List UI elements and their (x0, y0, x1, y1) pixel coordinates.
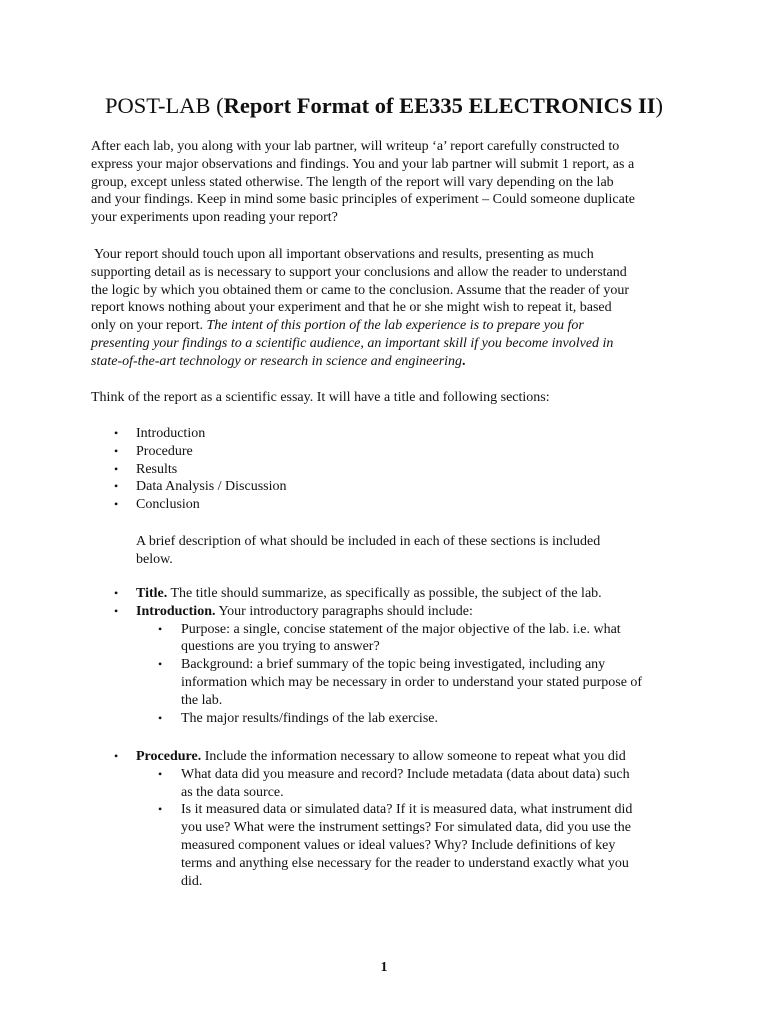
item-label: Introduction. (136, 603, 216, 619)
text-line: report knows nothing about your experiment and that he or she might wish to repeat it, based (91, 300, 612, 316)
details-list-top (91, 585, 711, 727)
text-line: express your major observations and findings. You and your lab partner will submit 1 report, as a (91, 156, 635, 172)
title-suffix: ) (655, 93, 663, 118)
title-bold: Report Format of EE335 ELECTRONICS II (223, 93, 656, 118)
text-line: your experiments upon reading your report? (91, 210, 338, 226)
text-line: supporting detail as is necessary to support your conclusions and allow the reader to understand (91, 264, 627, 280)
text-line: questions are you trying to answer? (181, 639, 380, 655)
text-line: Your report should touch upon all important observations and results, presenting as much (91, 247, 594, 262)
text-italic: state-of-the-art technology or research in science and engineering (91, 353, 463, 369)
text-line: and your findings. Keep in mind some basic principles of experiment – Could someone duplicate (91, 192, 635, 208)
text-line (91, 317, 691, 335)
text-line (91, 335, 691, 353)
text-line: you use? What were the instrument settings? For simulated data, did you use the (181, 820, 631, 836)
text-line: group, except unless stated otherwise. The length of the report will vary depending on the lab (91, 174, 614, 190)
item-text: Include the information necessary to allow someone to repeat what you did (201, 749, 626, 764)
page-title (0, 92, 768, 120)
text-line: the lab. (181, 692, 223, 708)
list-item-introduction (91, 603, 711, 728)
page-number: 1 (380, 960, 388, 975)
sub-list-item (136, 656, 711, 709)
text-line: the logic by which you obtained them or came to the conclusion. Assume that the reader of your (91, 282, 630, 298)
text-line: below. (136, 551, 173, 567)
text-line: After each lab, you along with your lab partner, will writeup ‘a’ report carefully constructed to (91, 139, 620, 154)
item-text: Your introductory paragraphs should include: (215, 603, 473, 619)
sections-list (91, 425, 691, 514)
text-line: as the data source. (181, 784, 284, 800)
text-line: did. (181, 873, 203, 889)
list-item-procedure (91, 748, 711, 890)
list-item: • Conclusion (91, 496, 691, 514)
text-line (91, 353, 691, 371)
report-guidance-paragraph (91, 246, 691, 371)
text-line: terms and anything else necessary for the reader to understand exactly what you (181, 855, 629, 871)
intro-paragraph (91, 138, 691, 227)
procedure-sublist (136, 766, 711, 891)
text-line: • Purpose: a single, concise statement of the major objective of the lab. i.e. what (181, 621, 621, 637)
item-label: Title. (136, 586, 168, 601)
list-item: • Procedure (91, 443, 691, 461)
brief-description (136, 533, 676, 569)
list-item: • Data Analysis / Discussion (91, 478, 691, 496)
details-list-procedure (91, 748, 711, 890)
text-line: measured component values or ideal values? Why? Include definitions of key (181, 837, 616, 853)
list-item: • Introduction (91, 425, 691, 443)
list-item: • Results (91, 461, 691, 479)
text-italic: presenting your findings to a scientific audience, an important skill if you become involved in (91, 335, 614, 351)
text-line: • What data did you measure and record? Include metadata (data about data) such (181, 766, 630, 782)
item-text: The title should summarize, as specifically as possible, the subject of the lab. (167, 586, 602, 601)
sub-list-item (136, 710, 711, 728)
title-prefix: POST-LAB ( (105, 93, 224, 118)
text-line: • Is it measured data or simulated data? If it is measured data, what instrument did (181, 802, 633, 818)
list-item-title (91, 585, 711, 603)
text-line: A brief description of what should be included in each of these sections is included (136, 534, 601, 549)
sub-list-item (136, 621, 711, 657)
item-label: Procedure. (136, 749, 202, 764)
sub-list-item (136, 766, 711, 802)
text-line: • The major results/findings of the lab exercise. (181, 710, 438, 726)
end-punctuation: . (462, 353, 466, 369)
sub-list-item (136, 801, 711, 890)
text-line: • Background: a brief summary of the topic being investigated, including any (181, 657, 606, 673)
text-line: information which may be necessary in order to understand your stated purpose of (181, 674, 643, 690)
text-plain: only on your report. (91, 318, 207, 334)
text-line: Think of the report as a scientific essay. It will have a title and following sections: (91, 390, 550, 405)
text-italic: The intent of this portion of the lab experience is to prepare you for (206, 318, 584, 334)
introduction-sublist (136, 621, 711, 728)
sections-intro-paragraph (91, 389, 691, 407)
